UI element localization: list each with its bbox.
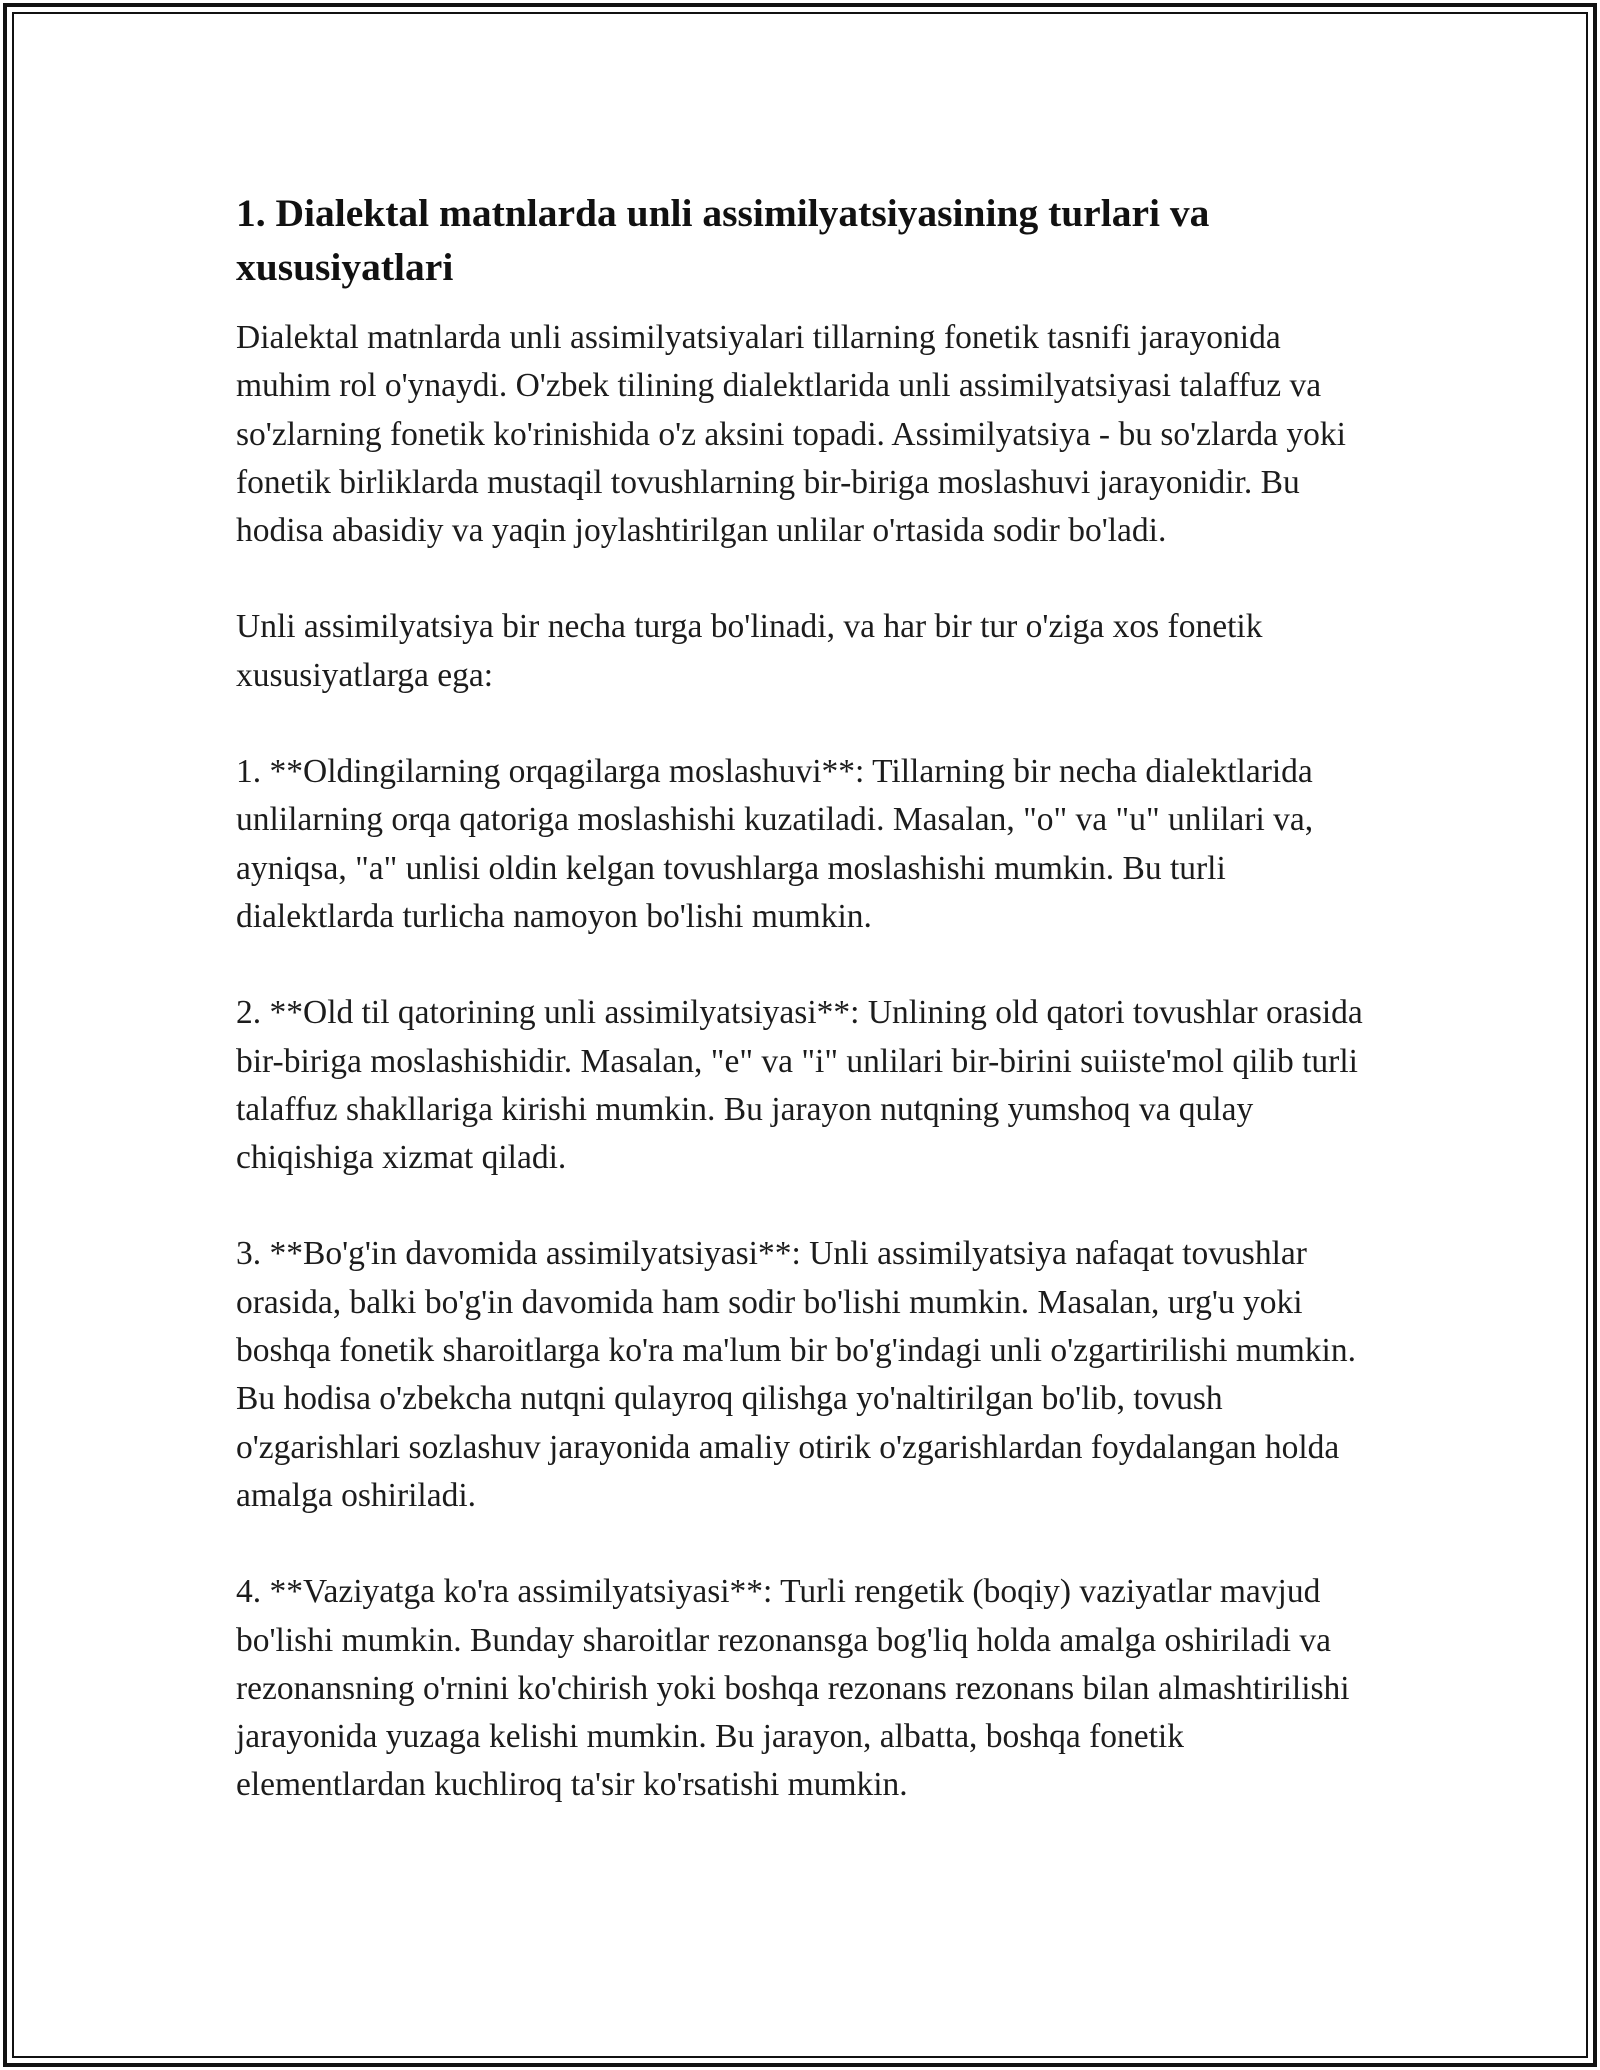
document-body	[236, 186, 1366, 1858]
paragraph-types-intro: Unli assimilyatsiya bir necha turga bo'linadi, va har bir tur o'ziga xos fonetik xususiyatlarga ega:	[236, 608, 1263, 694]
paragraph-intro: Dialektal matnlarda unli assimilyatsiyalari tillarning fonetik tasnifi jarayonida muhim rol o'ynaydi. O'zbek tilining dialektlarida unli assimilyatsiyasi talaffuz va so'zlarning fonetik ko'rinishida o'z aksini topadi. Assimilyatsiya - bu so'zlarda yoki fonetik birliklarda mustaqil tovushlarning bir-biriga moslashuvi jarayonidir. Bu hodisa abasidiy va yaqin joylashtirilgan unlilar o'rtasida sodir bo'ladi.	[236, 319, 1346, 550]
paragraph-type-1: 1. **Oldingilarning orqagilarga moslashuvi**: Tillarning bir necha dialektlarida unlilarning orqa qatoriga moslashishi kuzatiladi. Masalan, "o" va "u" unlilari va, ayniqsa, "a" unlisi oldin kelgan tovushlarga moslashishi mumkin. Bu turli dialektlarda turlicha namoyon bo'lishi mumkin.	[236, 753, 1314, 935]
paragraph-type-4: 4. **Vaziyatga ko'ra assimilyatsiyasi**: Turli rengetik (boqiy) vaziyatlar mavjud bo'lishi mumkin. Bunday sharoitlar rezonansga bog'liq holda amalga oshiriladi va rezonansning o'rnini ko'chirish yoki boshqa rezonans rezonans bilan almashtirilishi jarayonida yuzaga kelishi mumkin. Bu jarayon, albatta, boshqa fonetik elementlardan kuchliroq ta'sir ko'rsatishi mumkin.	[236, 1573, 1350, 1804]
document-title: 1. Dialektal matnlarda unli assimilyatsiyasining turlari va xususiyatlari	[236, 191, 1210, 289]
paragraph-type-2: 2. **Old til qatorining unli assimilyatsiyasi**: Unlining old qatori tovushlar orasida bir-biriga moslashishidir. Masalan, "e" va "i" unlilari bir-birini suiiste'mol qilib turli talaffuz shakllariga kirishi mumkin. Bu jarayon nutqning yumshoq va qulay chiqishiga xizmat qiladi.	[236, 994, 1363, 1177]
paragraph-type-3: 3. **Bo'g'in davomida assimilyatsiyasi**: Unli assimilyatsiya nafaqat tovushlar orasida, balki bo'g'in davomida ham sodir bo'lishi mumkin. Masalan, urg'u yoki boshqa fonetik sharoitlarga ko'ra ma'lum bir bo'g'indagi unli o'zgartirilishi mumkin. Bu hodisa o'zbekcha nutqni qulayroq qilishga yo'naltirilgan bo'lib, tovush o'zgarishlari sozlashuv jarayonida amaliy otirik o'zgarishlardan foydalangan holda amalga oshiriladi.	[236, 1235, 1356, 1514]
